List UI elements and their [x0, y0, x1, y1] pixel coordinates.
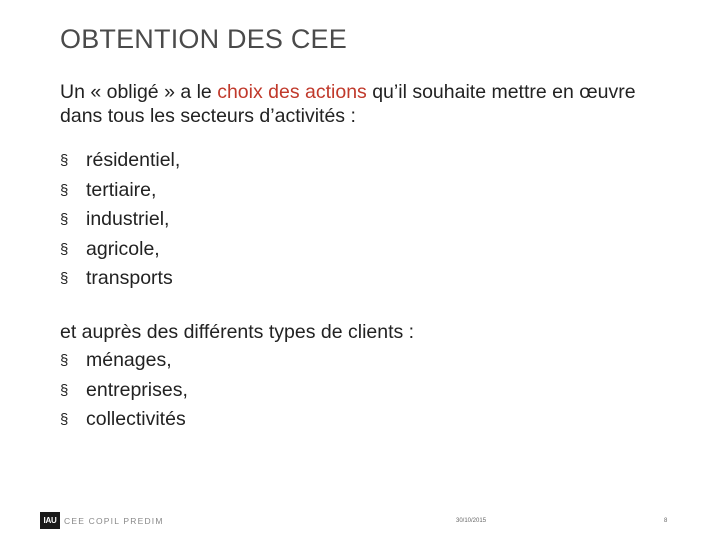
clients-intro: et auprès des différents types de clients : [60, 321, 415, 343]
list-item-text: entreprises, [86, 378, 188, 401]
list-item [60, 376, 188, 406]
list-item [60, 405, 188, 435]
list-item [60, 346, 188, 376]
bullet-icon: § [60, 352, 69, 369]
list-item [60, 264, 180, 294]
sectors-list [60, 146, 180, 294]
bullet-icon: § [60, 152, 69, 169]
list-item-text: résidentiel, [86, 149, 181, 171]
footer-label: CEE COPIL PREDIM [64, 515, 164, 526]
list-item-text: transports [86, 267, 173, 289]
list-item-text: ménages, [86, 349, 172, 371]
clients-list [60, 346, 188, 435]
bullet-icon: § [60, 211, 69, 228]
list-item-text: tertiaire, [86, 178, 157, 201]
footer [40, 512, 164, 529]
footer-date: 30/10/2015 [456, 518, 487, 524]
intro-highlight: choix des actions [217, 81, 367, 103]
list-item [60, 146, 180, 176]
list-item [60, 235, 180, 265]
list-item-text: collectivités [86, 408, 186, 430]
bullet-icon: § [60, 411, 69, 428]
bullet-icon: § [60, 181, 69, 199]
intro-paragraph [60, 80, 670, 128]
slide-title: OBTENTION DES CEE [60, 24, 347, 54]
list-item-text: agricole, [86, 237, 160, 260]
intro-text-end: qu’il souhaite mettre en œuvre dans tous les secteurs d’activités : [60, 81, 636, 127]
list-item [60, 176, 180, 206]
list-item [60, 205, 180, 235]
page-number: 8 [664, 518, 668, 524]
list-item-text: industriel, [86, 208, 170, 230]
bullet-icon: § [60, 240, 69, 258]
iau-logo: IAU [40, 512, 60, 529]
bullet-icon: § [60, 381, 69, 399]
bullet-icon: § [60, 270, 69, 287]
intro-text-start: Un « obligé » a le [60, 81, 218, 103]
